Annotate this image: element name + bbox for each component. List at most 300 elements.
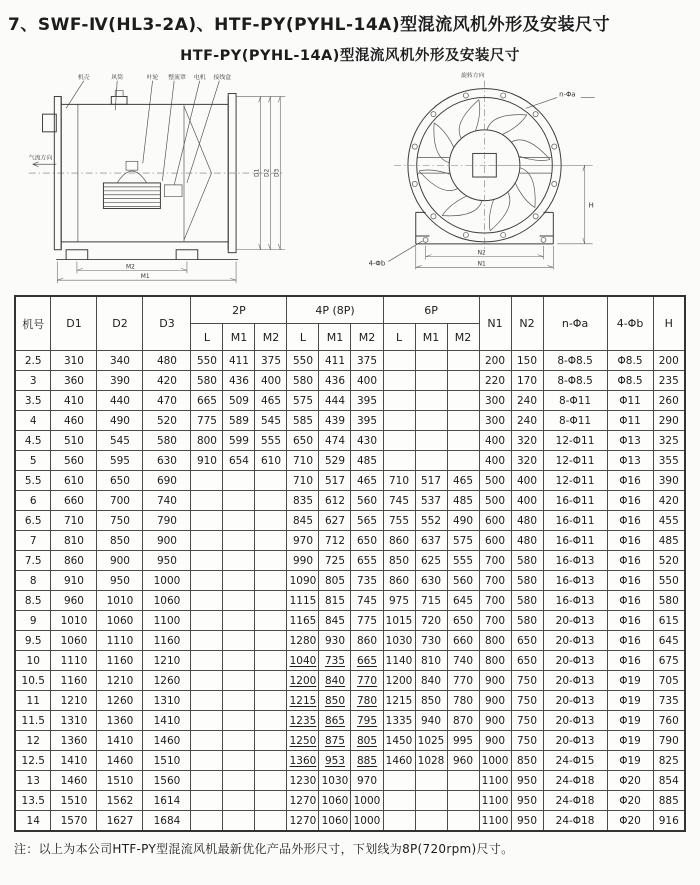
col-header-4p-l: L bbox=[287, 324, 319, 351]
table-row bbox=[15, 551, 685, 571]
base-hole-left bbox=[423, 237, 428, 242]
table-cell: 910 bbox=[191, 451, 223, 471]
table-cell: 885 bbox=[351, 751, 383, 771]
callout-fairing: 整流罩 bbox=[168, 74, 186, 81]
table-cell: 24-Φ18 bbox=[543, 811, 607, 832]
table-cell: 200 bbox=[653, 351, 685, 371]
table-cell bbox=[255, 511, 287, 531]
table-cell bbox=[255, 551, 287, 571]
table-cell: 395 bbox=[351, 391, 383, 411]
col-header-6p-m1: M1 bbox=[415, 324, 447, 351]
table-cell bbox=[223, 691, 255, 711]
table-cell bbox=[223, 771, 255, 791]
table-cell: 900 bbox=[479, 711, 511, 731]
table-cell bbox=[191, 551, 223, 571]
table-cell: 360 bbox=[51, 371, 97, 391]
table-cell: 8.5 bbox=[15, 591, 51, 611]
table-cell: 485 bbox=[447, 491, 479, 511]
table-cell: 400 bbox=[479, 431, 511, 451]
table-cell: 1200 bbox=[383, 671, 415, 691]
table-cell bbox=[223, 611, 255, 631]
table-cell bbox=[447, 451, 479, 471]
table-cell: 1410 bbox=[143, 711, 191, 731]
table-cell bbox=[447, 411, 479, 431]
table-cell: 860 bbox=[51, 551, 97, 571]
table-cell: 900 bbox=[479, 731, 511, 751]
table-row bbox=[15, 671, 685, 691]
table-cell: 825 bbox=[653, 751, 685, 771]
table-cell: 2.5 bbox=[15, 351, 51, 371]
table-cell bbox=[255, 571, 287, 591]
table-cell: 750 bbox=[511, 711, 543, 731]
table-cell: 1060 bbox=[97, 611, 143, 631]
table-cell: 745 bbox=[383, 491, 415, 511]
front-view-drawing bbox=[358, 67, 670, 291]
table-cell: 520 bbox=[653, 551, 685, 571]
table-cell: 800 bbox=[479, 631, 511, 651]
table-cell: 580 bbox=[511, 611, 543, 631]
table-cell: 1160 bbox=[51, 671, 97, 691]
table-cell bbox=[447, 811, 479, 832]
table-cell bbox=[415, 451, 447, 471]
table-cell: 1510 bbox=[143, 751, 191, 771]
table-cell bbox=[191, 611, 223, 631]
table-cell: 4 bbox=[15, 411, 51, 431]
table-cell bbox=[447, 771, 479, 791]
table-row bbox=[15, 351, 685, 371]
dim-d2-label: D2 bbox=[264, 168, 271, 178]
table-cell: Φ8.5 bbox=[607, 351, 653, 371]
table-cell bbox=[255, 611, 287, 631]
motor-terminal-box bbox=[126, 161, 138, 170]
table-cell: 320 bbox=[511, 451, 543, 471]
table-cell: Φ16 bbox=[607, 471, 653, 491]
table-cell bbox=[191, 531, 223, 551]
table-cell bbox=[223, 651, 255, 671]
table-cell: 20-Φ13 bbox=[543, 691, 607, 711]
table-cell: 290 bbox=[653, 411, 685, 431]
table-cell: 12.5 bbox=[15, 751, 51, 771]
table-cell: 910 bbox=[51, 571, 97, 591]
table-cell bbox=[383, 391, 415, 411]
table-cell: 930 bbox=[319, 631, 351, 651]
table-cell: Φ13 bbox=[607, 451, 653, 471]
table-cell: 710 bbox=[287, 451, 319, 471]
table-cell: 850 bbox=[415, 691, 447, 711]
table-cell bbox=[415, 811, 447, 832]
table-cell: Φ20 bbox=[607, 771, 653, 791]
table-cell: 940 bbox=[415, 711, 447, 731]
table-cell: Φ16 bbox=[607, 511, 653, 531]
table-cell: 6 bbox=[15, 491, 51, 511]
footnote: 注：以上为本公司HTF-PY型混流风机最新优化产品外形尺寸，下划线为8P(720rpm)尺寸。 bbox=[14, 842, 514, 856]
table-cell: 1280 bbox=[287, 631, 319, 651]
callout-junction-box: 接线盒 bbox=[213, 74, 232, 81]
table-row bbox=[15, 791, 685, 811]
table-cell: 665 bbox=[351, 651, 383, 671]
table-cell: 865 bbox=[319, 711, 351, 731]
table-cell bbox=[223, 511, 255, 531]
table-cell: Φ19 bbox=[607, 731, 653, 751]
table-cell: 465 bbox=[255, 391, 287, 411]
table-cell: 815 bbox=[319, 591, 351, 611]
table-cell bbox=[255, 731, 287, 751]
table-cell: 555 bbox=[447, 551, 479, 571]
table-cell: 1200 bbox=[287, 671, 319, 691]
table-cell bbox=[191, 791, 223, 811]
table-cell: 650 bbox=[287, 431, 319, 451]
table-cell bbox=[415, 791, 447, 811]
col-header-2p: 2P bbox=[191, 296, 287, 324]
table-cell: 960 bbox=[447, 751, 479, 771]
table-cell: 1450 bbox=[383, 731, 415, 751]
table-cell: 950 bbox=[97, 571, 143, 591]
table-cell: 555 bbox=[255, 431, 287, 451]
table-cell: 1100 bbox=[479, 771, 511, 791]
table-cell: 1410 bbox=[51, 751, 97, 771]
table-cell: 12-Φ11 bbox=[543, 471, 607, 491]
table-cell: 750 bbox=[97, 511, 143, 531]
table-cell: 1627 bbox=[97, 811, 143, 832]
table-cell: 610 bbox=[51, 471, 97, 491]
table-row bbox=[15, 711, 685, 731]
dim-m2-label: M2 bbox=[126, 264, 135, 271]
table-cell: 444 bbox=[319, 391, 351, 411]
table-cell: 650 bbox=[511, 631, 543, 651]
table-cell bbox=[255, 471, 287, 491]
table-cell: 790 bbox=[653, 731, 685, 751]
table-cell: 1010 bbox=[51, 611, 97, 631]
table-cell: 16-Φ11 bbox=[543, 491, 607, 511]
table-cell: 700 bbox=[479, 571, 511, 591]
table-cell: 916 bbox=[653, 811, 685, 832]
table-cell: 440 bbox=[97, 391, 143, 411]
table-cell bbox=[191, 491, 223, 511]
table-cell: 850 bbox=[383, 551, 415, 571]
table-cell: 1460 bbox=[51, 771, 97, 791]
table-cell: 1060 bbox=[319, 811, 351, 832]
table-cell: 13.5 bbox=[15, 791, 51, 811]
table-cell: 1410 bbox=[97, 731, 143, 751]
table-cell: 950 bbox=[511, 771, 543, 791]
table-cell: 340 bbox=[97, 351, 143, 371]
table-cell: 24-Φ15 bbox=[543, 751, 607, 771]
table-cell: 560 bbox=[351, 491, 383, 511]
front-centerlines bbox=[394, 81, 575, 252]
table-cell bbox=[415, 771, 447, 791]
table-cell: 580 bbox=[511, 571, 543, 591]
table-cell: 780 bbox=[351, 691, 383, 711]
table-cell: 260 bbox=[653, 391, 685, 411]
table-row bbox=[15, 691, 685, 711]
col-header-d2: D2 bbox=[97, 296, 143, 351]
table-cell: 3.5 bbox=[15, 391, 51, 411]
table-cell: 5.5 bbox=[15, 471, 51, 491]
side-view-drawing bbox=[10, 67, 358, 291]
table-cell: 20-Φ13 bbox=[543, 651, 607, 671]
col-header-2p-l: L bbox=[191, 324, 223, 351]
table-cell: Φ19 bbox=[607, 691, 653, 711]
table-cell: 970 bbox=[287, 531, 319, 551]
table-cell: 1165 bbox=[287, 611, 319, 631]
table-cell: 310 bbox=[51, 351, 97, 371]
callout-motor: 电机 bbox=[193, 74, 206, 81]
table-cell bbox=[223, 671, 255, 691]
table-cell: 10.5 bbox=[15, 671, 51, 691]
table-cell: 960 bbox=[51, 591, 97, 611]
table-cell: 715 bbox=[415, 591, 447, 611]
table-cell bbox=[191, 631, 223, 651]
table-cell: 8-Φ11 bbox=[543, 391, 607, 411]
table-row bbox=[15, 411, 685, 431]
table-cell: 9.5 bbox=[15, 631, 51, 651]
table-cell: 485 bbox=[351, 451, 383, 471]
table-cell: 1115 bbox=[287, 591, 319, 611]
table-cell: 1310 bbox=[51, 711, 97, 731]
table-cell: 740 bbox=[143, 491, 191, 511]
table-cell: 710 bbox=[383, 471, 415, 491]
table-cell bbox=[255, 491, 287, 511]
table-cell bbox=[383, 771, 415, 791]
table-cell: 835 bbox=[287, 491, 319, 511]
table-cell bbox=[223, 531, 255, 551]
table-cell: 1000 bbox=[479, 751, 511, 771]
table-cell: 810 bbox=[51, 531, 97, 551]
table-cell: 3 bbox=[15, 371, 51, 391]
table-cell: 750 bbox=[511, 731, 543, 751]
table-cell: 650 bbox=[447, 611, 479, 631]
table-cell: 840 bbox=[319, 671, 351, 691]
table-cell: 630 bbox=[143, 451, 191, 471]
table-cell: 436 bbox=[223, 371, 255, 391]
table-cell: 712 bbox=[319, 531, 351, 551]
table-cell: 1110 bbox=[51, 651, 97, 671]
col-header-6p-l: L bbox=[383, 324, 415, 351]
table-cell: 900 bbox=[143, 531, 191, 551]
table-cell: 1360 bbox=[97, 711, 143, 731]
table-cell: 654 bbox=[223, 451, 255, 471]
table-cell: 775 bbox=[351, 611, 383, 631]
table-cell: 400 bbox=[351, 371, 383, 391]
table-cell: 850 bbox=[97, 531, 143, 551]
table-cell: 735 bbox=[351, 571, 383, 591]
table-cell: Φ16 bbox=[607, 591, 653, 611]
table-cell: 480 bbox=[511, 531, 543, 551]
table-cell: 1060 bbox=[143, 591, 191, 611]
table-cell: 300 bbox=[479, 391, 511, 411]
col-header-6p: 6P bbox=[383, 296, 479, 324]
table-cell: Φ11 bbox=[607, 411, 653, 431]
table-row bbox=[15, 511, 685, 531]
table-cell: 5 bbox=[15, 451, 51, 471]
table-cell: 1460 bbox=[97, 751, 143, 771]
table-cell bbox=[255, 531, 287, 551]
table-cell: 1060 bbox=[51, 631, 97, 651]
table-cell bbox=[383, 811, 415, 832]
bolt-holes-label: n-Φa bbox=[559, 90, 576, 99]
table-cell: 1210 bbox=[51, 691, 97, 711]
table-cell bbox=[191, 691, 223, 711]
table-cell: 375 bbox=[351, 351, 383, 371]
table-cell: 1335 bbox=[383, 711, 415, 731]
table-cell bbox=[447, 791, 479, 811]
table-cell: 7.5 bbox=[15, 551, 51, 571]
table-cell: 1100 bbox=[479, 791, 511, 811]
base-holes-leader bbox=[388, 241, 422, 262]
table-cell: 750 bbox=[511, 671, 543, 691]
table-cell: 720 bbox=[415, 611, 447, 631]
table-cell: 595 bbox=[97, 451, 143, 471]
table-cell bbox=[191, 731, 223, 751]
table-cell: 645 bbox=[447, 591, 479, 611]
table-cell: 1510 bbox=[51, 791, 97, 811]
table-cell: 775 bbox=[191, 411, 223, 431]
table-cell: Φ8.5 bbox=[607, 371, 653, 391]
airflow-label: 气流方向 bbox=[28, 155, 53, 162]
table-cell: 552 bbox=[415, 511, 447, 531]
table-cell: 710 bbox=[51, 511, 97, 531]
table-cell: 436 bbox=[319, 371, 351, 391]
table-cell: 1100 bbox=[143, 611, 191, 631]
drawings bbox=[10, 67, 700, 291]
base-hole-right bbox=[541, 237, 546, 242]
table-cell: 410 bbox=[51, 391, 97, 411]
table-cell bbox=[255, 771, 287, 791]
table-cell: 550 bbox=[653, 571, 685, 591]
table-cell: 474 bbox=[319, 431, 351, 451]
table-cell: 970 bbox=[351, 771, 383, 791]
table-cell: 730 bbox=[415, 631, 447, 651]
table-cell: 1260 bbox=[97, 691, 143, 711]
table-cell: 420 bbox=[143, 371, 191, 391]
table-cell: 20-Φ13 bbox=[543, 731, 607, 751]
table-cell: 4.5 bbox=[15, 431, 51, 451]
table-cell: 500 bbox=[479, 471, 511, 491]
table-cell: 500 bbox=[479, 491, 511, 511]
table-cell: 850 bbox=[511, 751, 543, 771]
table-cell bbox=[223, 631, 255, 651]
table-cell: 430 bbox=[351, 431, 383, 451]
table-cell: 1570 bbox=[51, 811, 97, 832]
table-cell: 24-Φ18 bbox=[543, 771, 607, 791]
dim-n1-label: N1 bbox=[477, 261, 486, 268]
table-cell: 550 bbox=[191, 351, 223, 371]
table-cell: 355 bbox=[653, 451, 685, 471]
table-cell: 1260 bbox=[143, 671, 191, 691]
table-cell: 390 bbox=[97, 371, 143, 391]
table-cell: 325 bbox=[653, 431, 685, 451]
table-row bbox=[15, 571, 685, 591]
col-header-n1: N1 bbox=[479, 296, 511, 351]
table-cell: 395 bbox=[351, 411, 383, 431]
table-cell bbox=[191, 671, 223, 691]
table-cell: 854 bbox=[653, 771, 685, 791]
table-cell: 7 bbox=[15, 531, 51, 551]
table-cell bbox=[255, 691, 287, 711]
table-cell: 400 bbox=[479, 451, 511, 471]
table-cell bbox=[415, 411, 447, 431]
table-cell: 150 bbox=[511, 351, 543, 371]
table-cell: 465 bbox=[351, 471, 383, 491]
table-cell: 1028 bbox=[415, 751, 447, 771]
table-cell: 460 bbox=[51, 411, 97, 431]
table-cell: 585 bbox=[287, 411, 319, 431]
table-cell: 735 bbox=[653, 691, 685, 711]
table-cell: 24-Φ18 bbox=[543, 791, 607, 811]
table-cell: 520 bbox=[143, 411, 191, 431]
table-cell: 950 bbox=[143, 551, 191, 571]
table-cell: 8-Φ8.5 bbox=[543, 371, 607, 391]
table-cell: 240 bbox=[511, 391, 543, 411]
table-cell: 8 bbox=[15, 571, 51, 591]
table-cell: 1110 bbox=[97, 631, 143, 651]
table-cell: 665 bbox=[191, 391, 223, 411]
table-cell: 545 bbox=[255, 411, 287, 431]
table-cell: 725 bbox=[319, 551, 351, 571]
table-cell: 1060 bbox=[319, 791, 351, 811]
col-header-6p-m2: M2 bbox=[447, 324, 479, 351]
table-cell: 550 bbox=[287, 351, 319, 371]
table-row bbox=[15, 471, 685, 491]
table-cell: 745 bbox=[351, 591, 383, 611]
table-cell: Φ19 bbox=[607, 711, 653, 731]
table-cell: 860 bbox=[351, 631, 383, 651]
top-cap bbox=[111, 96, 127, 104]
table-cell: 750 bbox=[511, 691, 543, 711]
table-cell: 560 bbox=[447, 571, 479, 591]
col-header-n2: N2 bbox=[511, 296, 543, 351]
table-cell: 950 bbox=[511, 791, 543, 811]
table-cell: 975 bbox=[383, 591, 415, 611]
table-cell: 580 bbox=[511, 551, 543, 571]
table-cell: 995 bbox=[447, 731, 479, 751]
table-cell bbox=[191, 771, 223, 791]
height-dim-lines bbox=[488, 165, 592, 244]
table-cell bbox=[223, 471, 255, 491]
table-cell: Φ19 bbox=[607, 671, 653, 691]
table-cell: 810 bbox=[415, 651, 447, 671]
table-cell: 870 bbox=[447, 711, 479, 731]
table-cell: 650 bbox=[511, 651, 543, 671]
table-cell: 650 bbox=[97, 471, 143, 491]
table-cell: 800 bbox=[191, 431, 223, 451]
table-cell: 485 bbox=[653, 531, 685, 551]
table-cell: 850 bbox=[319, 691, 351, 711]
table-cell: 1310 bbox=[143, 691, 191, 711]
table-cell: 300 bbox=[479, 411, 511, 431]
table-row bbox=[15, 371, 685, 391]
table-cell: 529 bbox=[319, 451, 351, 471]
table-cell: 455 bbox=[653, 511, 685, 531]
table-cell: Φ16 bbox=[607, 611, 653, 631]
table-cell: 11 bbox=[15, 691, 51, 711]
table-cell: 1270 bbox=[287, 791, 319, 811]
table-row bbox=[15, 391, 685, 411]
table-cell: 420 bbox=[653, 491, 685, 511]
table-cell: 1160 bbox=[143, 631, 191, 651]
table-cell: 845 bbox=[287, 511, 319, 531]
table-cell: 439 bbox=[319, 411, 351, 431]
table-cell bbox=[223, 751, 255, 771]
table-cell bbox=[191, 571, 223, 591]
callout-duct: 风筒 bbox=[111, 74, 124, 81]
dim-m1-label: M1 bbox=[140, 274, 150, 281]
dim-d1-label: D1 bbox=[254, 168, 261, 178]
table-cell: Φ16 bbox=[607, 651, 653, 671]
table-cell: 800 bbox=[479, 651, 511, 671]
table-cell: 637 bbox=[415, 531, 447, 551]
table-cell: 375 bbox=[255, 351, 287, 371]
